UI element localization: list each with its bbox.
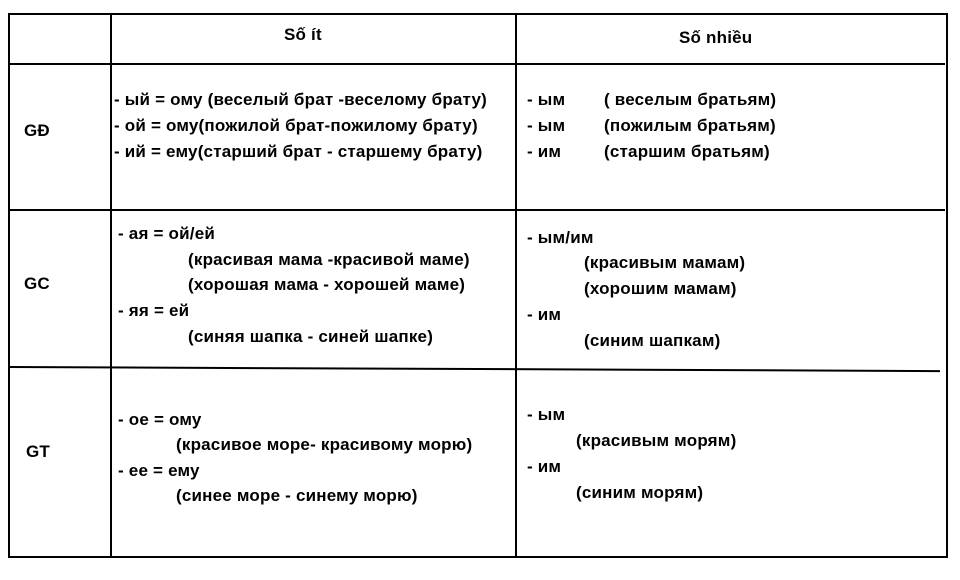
plural-line: - им bbox=[527, 305, 562, 324]
singular-line: (красивое море- красивому морю) bbox=[176, 435, 473, 454]
singular-line: (синяя шапка - синей шапке) bbox=[188, 327, 434, 346]
header-plural: Số nhiều bbox=[679, 28, 753, 47]
singular-line: (красивая мама -красивой маме) bbox=[188, 250, 470, 269]
row-label-gc: GC bbox=[24, 274, 50, 293]
singular-line: - яя = ей bbox=[118, 301, 190, 320]
table-right-border bbox=[946, 13, 948, 557]
singular-line: - ая = ой/ей bbox=[118, 224, 215, 243]
plural-line: (хорошим мамам) bbox=[584, 279, 737, 298]
plural-example: ( веселым братьям) bbox=[604, 90, 777, 109]
singular-line: - ее = ему bbox=[118, 461, 200, 480]
row-label-gd: GĐ bbox=[24, 121, 50, 140]
header-divider bbox=[8, 63, 945, 65]
plural-line: - ым/им bbox=[527, 228, 594, 247]
plural-line: (синим шапкам) bbox=[584, 331, 721, 350]
plural-line: (синим морям) bbox=[576, 483, 704, 502]
table-left-border bbox=[8, 13, 10, 557]
plural-example: (пожилым братьям) bbox=[604, 116, 776, 135]
table-bottom-border bbox=[8, 556, 948, 558]
row-divider-2 bbox=[8, 366, 940, 372]
plural-line: (красивым мамам) bbox=[584, 253, 746, 272]
plural-ending: - ым bbox=[527, 116, 566, 135]
plural-example: (старшим братьям) bbox=[604, 142, 770, 161]
header-singular: Số ít bbox=[284, 25, 322, 44]
singular-line: - ый = ому (веселый брат -веселому брату) bbox=[114, 90, 488, 109]
plural-line: (красивым морям) bbox=[576, 431, 737, 450]
table-top-border bbox=[8, 13, 948, 15]
singular-line: - ое = ому bbox=[118, 410, 202, 429]
row-label-gt: GT bbox=[26, 442, 51, 461]
plural-ending: - им bbox=[527, 142, 562, 161]
singular-line: (синее море - синему морю) bbox=[176, 486, 418, 505]
number-column-divider bbox=[515, 13, 517, 557]
plural-ending: - ым bbox=[527, 90, 566, 109]
singular-line: - ой = ому(пожилой брат-пожилому брату) bbox=[114, 116, 478, 135]
singular-line: (хорошая мама - хорошей маме) bbox=[188, 275, 466, 294]
label-column-divider bbox=[110, 13, 112, 557]
plural-line: - ым bbox=[527, 405, 566, 424]
row-divider-1 bbox=[8, 209, 945, 211]
singular-line: - ий = ему(старший брат - старшему брату) bbox=[114, 142, 483, 161]
plural-line: - им bbox=[527, 457, 562, 476]
